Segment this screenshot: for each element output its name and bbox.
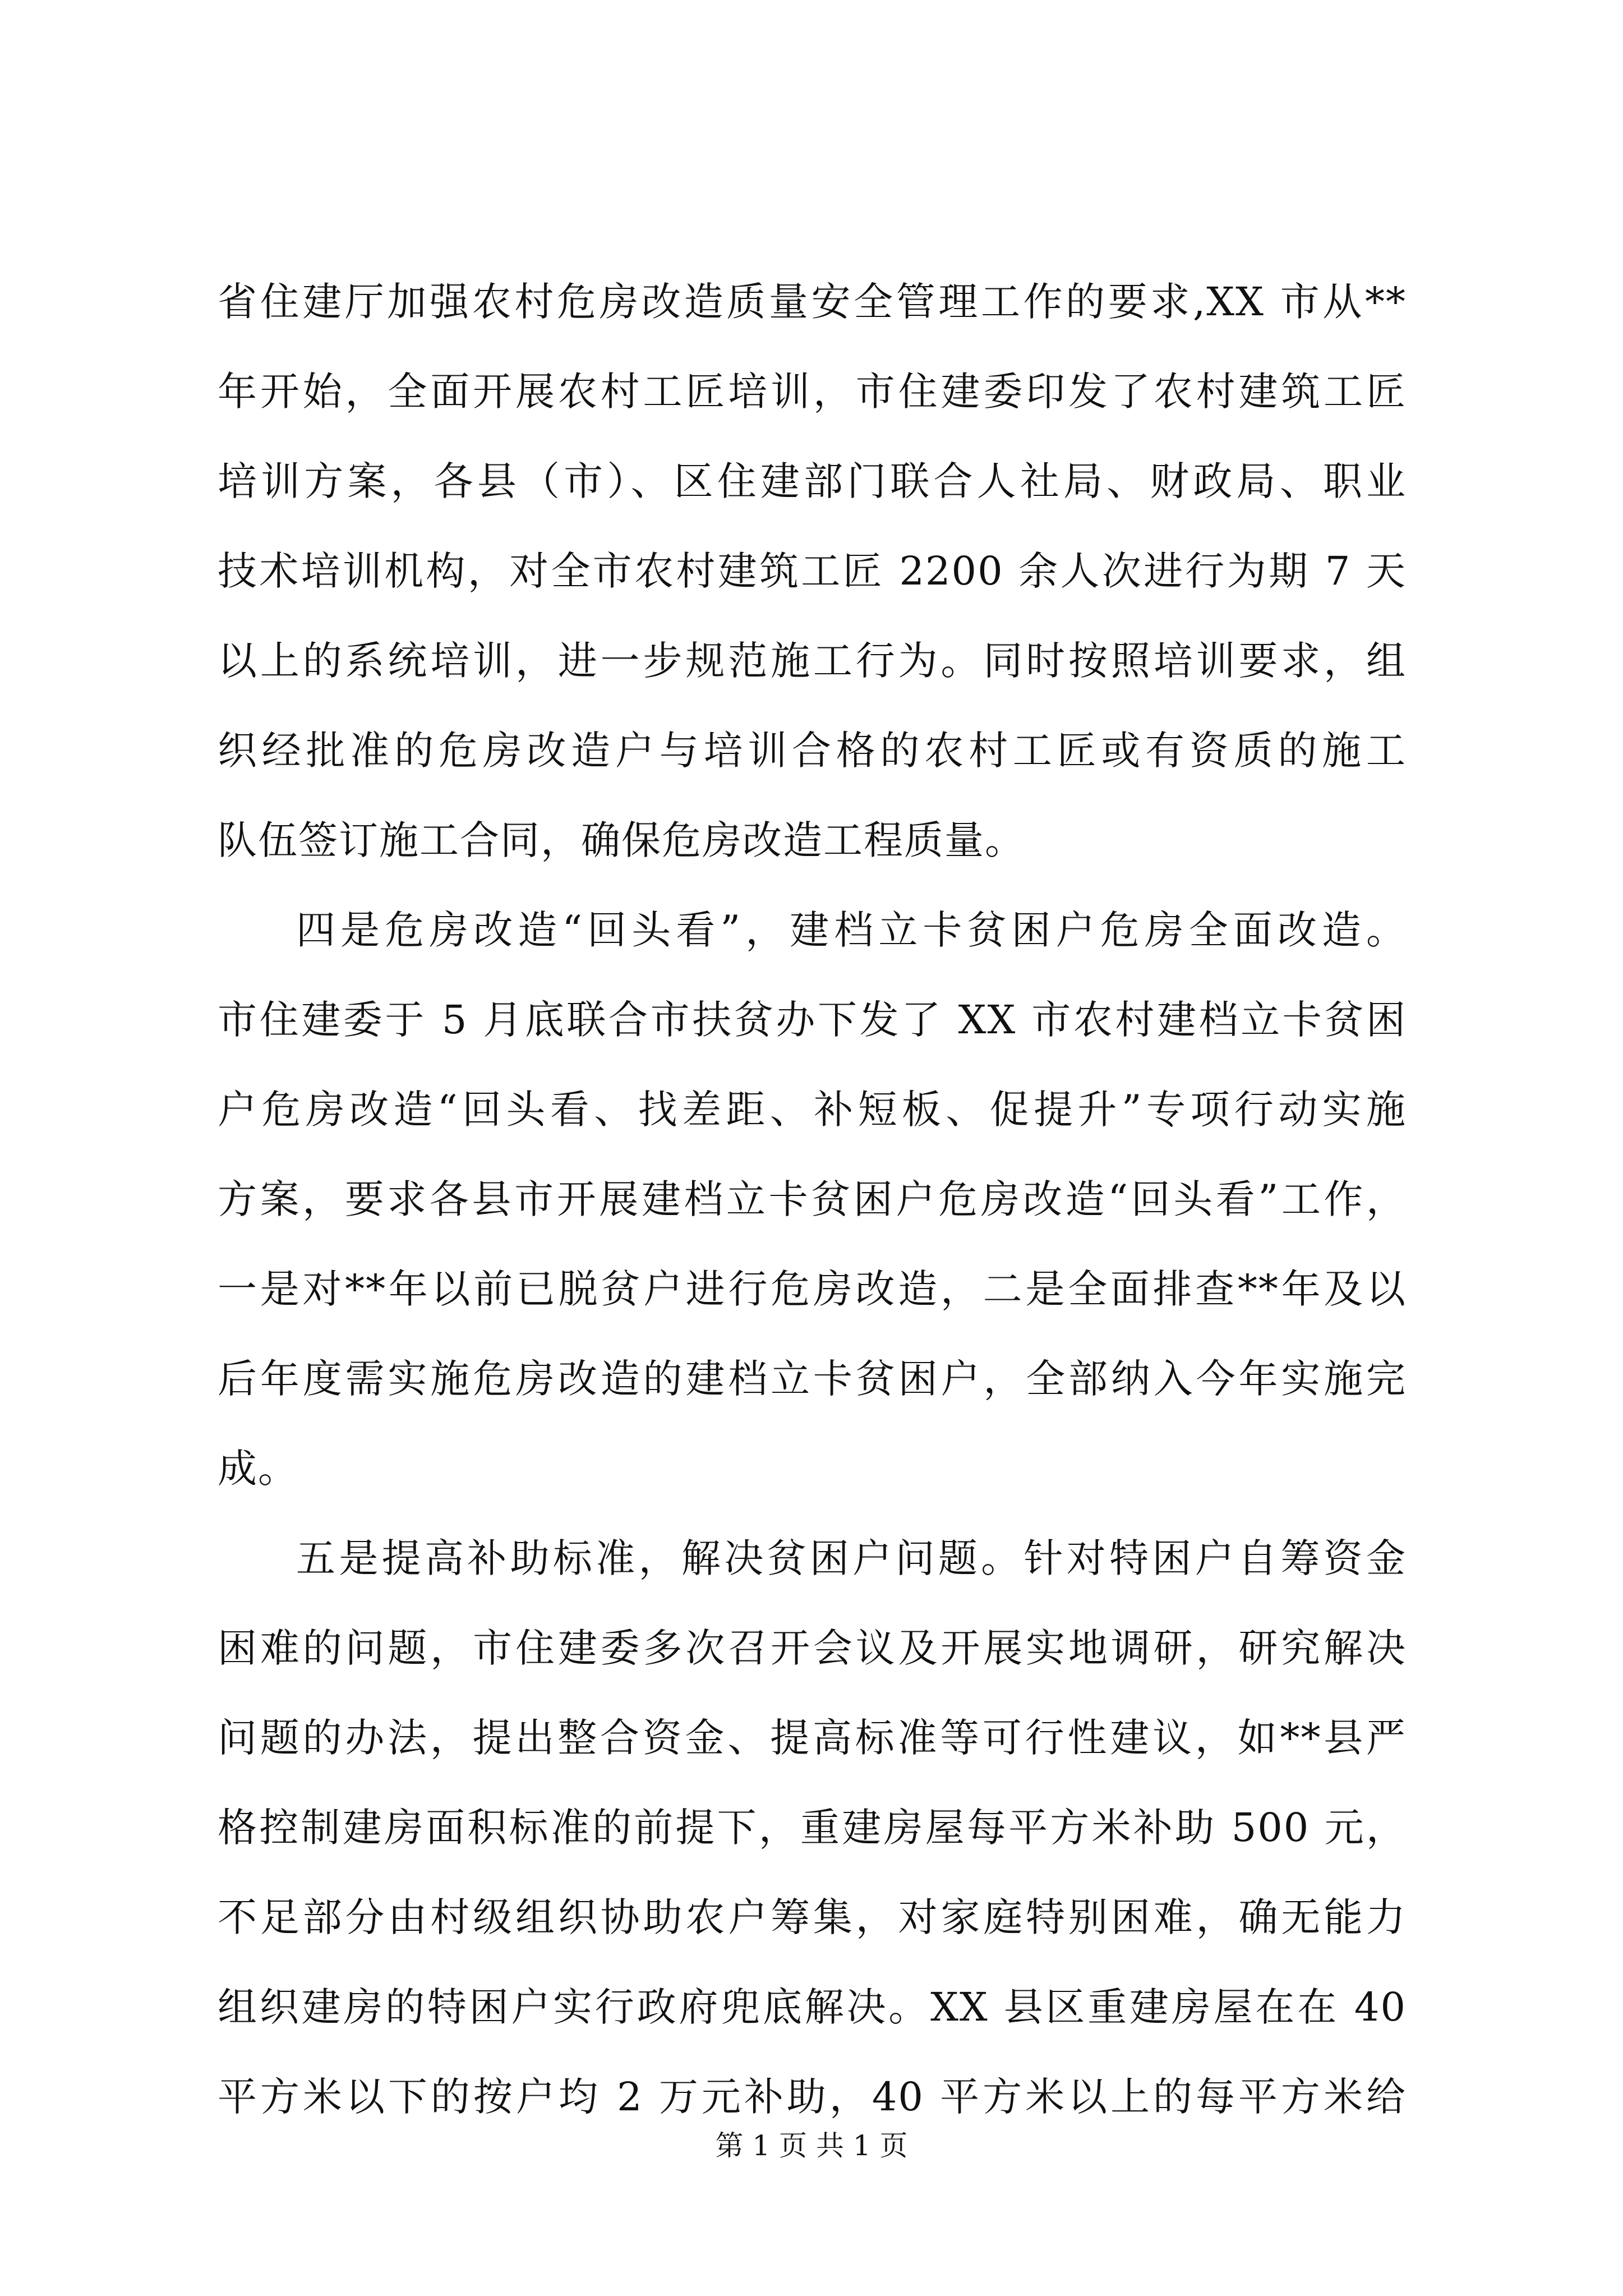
text-line: 队伍签订施工合同，确保危房改造工程质量。 [218,817,1025,863]
paragraph-start-line: 四是危房改造“回头看”，建档立卡贫困户危房全面改造。 [296,907,1407,953]
text-line: 困难的问题，市住建委多次召开会议及开展实地调研，研究解决 [218,1625,1407,1671]
text-line: 不足部分由村级组织协助农户筹集，对家庭特别困难，确无能力 [218,1894,1407,1940]
text-line: 后年度需实施危房改造的建档立卡贫困户，全部纳入今年实施完 [218,1356,1407,1402]
text-line: 平方米以下的按户均 2 万元补助，40 平方米以上的每平方米给 [218,2074,1407,2120]
text-line: 省住建厅加强农村危房改造质量安全管理工作的要求,XX 市从** [218,279,1407,325]
page-footer [0,2126,1623,2165]
paragraph-start-line: 五是提高补助标准，解决贫困户问题。针对特困户自筹资金 [296,1535,1407,1581]
text-line: 成。 [218,1446,298,1492]
text-line: 格控制建房面积标准的前提下，重建房屋每平方米补助 500 元， [218,1805,1407,1851]
text-line: 织经批准的危房改造户与培训合格的农村工匠或有资质的施工 [218,728,1407,774]
text-line: 市住建委于 5 月底联合市扶贫办下发了 XX 市农村建档立卡贫困 [218,997,1407,1043]
page-number-label: 第 1 页 共 1 页 [715,2129,908,2162]
text-line: 方案，要求各县市开展建档立卡贫困户危房改造“回头看”工作， [218,1176,1407,1222]
text-line: 组织建房的特困户实行政府兜底解决。XX 县区重建房屋在在 40 [218,1984,1407,2030]
text-line: 培训方案，各县（市）、区住建部门联合人社局、财政局、职业 [218,458,1407,504]
text-line: 年开始，全面开展农村工匠培训，市住建委印发了农村建筑工匠 [218,369,1407,415]
text-line: 一是对**年以前已脱贫户进行危房改造，二是全面排查**年及以 [218,1266,1407,1312]
body-text [218,257,1407,2142]
text-line: 以上的系统培训，进一步规范施工行为。同时按照培训要求，组 [218,638,1407,684]
text-line: 问题的办法，提出整合资金、提高标准等可行性建议，如**县严 [218,1715,1407,1761]
text-line: 技术培训机构，对全市农村建筑工匠 2200 余人次进行为期 7 天 [218,548,1407,594]
text-line: 户危房改造“回头看、找差距、补短板、促提升”专项行动实施 [218,1087,1407,1133]
